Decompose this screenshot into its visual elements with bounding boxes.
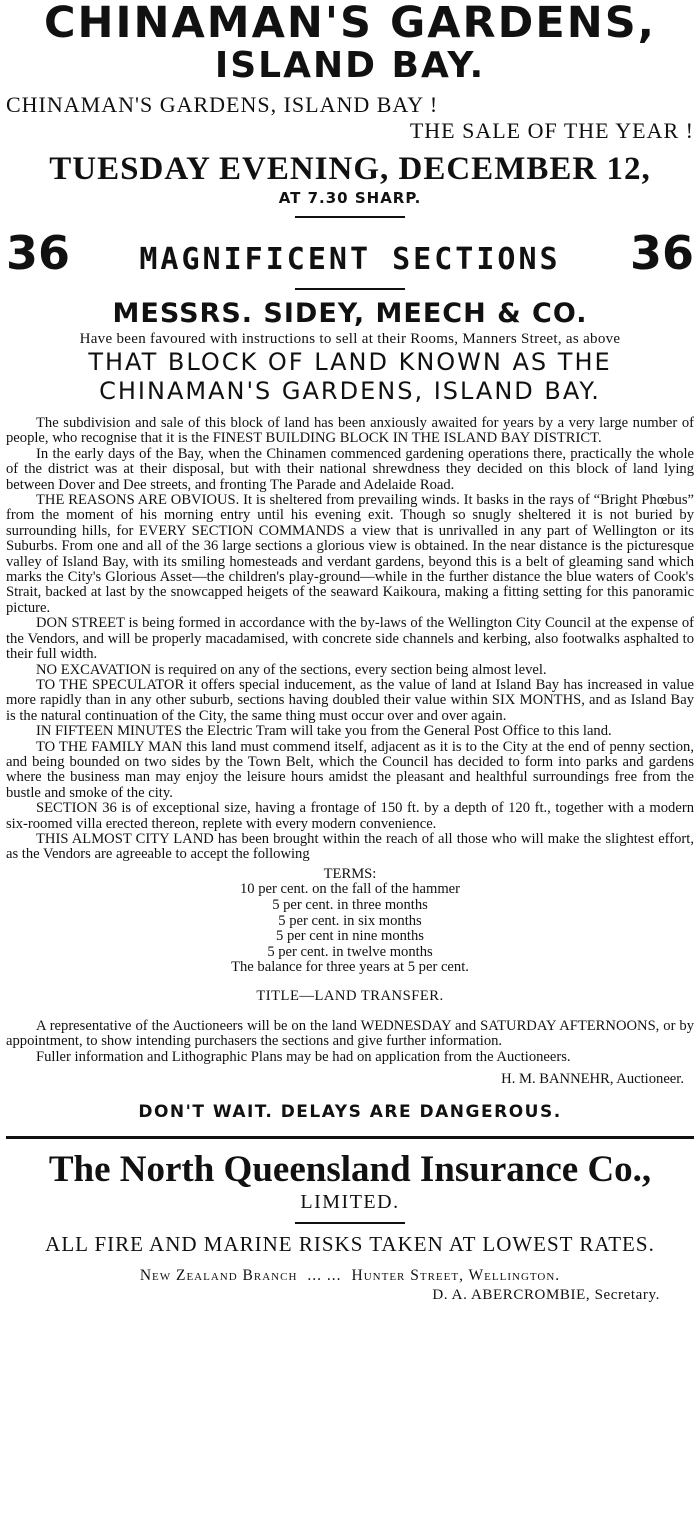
terms-list (6, 867, 694, 976)
warning-line: DON'T WAIT. DELAYS ARE DANGEROUS. (138, 1102, 562, 1123)
body-paragraph: DON STREET is being formed in accordance with the by-laws of the Wellington City Council at the expense of the Vendors, and will be properly macadamised, with concrete side channels and kerbing, also footwalks asphalted to their full width. (6, 615, 694, 663)
instructions-line: Have been favoured with instructions to sell at their Rooms, Manners Street, as above (79, 331, 621, 347)
branch-address: Hunter Street, Wellington. (351, 1267, 561, 1285)
insurance-risks: ALL FIRE AND MARINE RISKS TAKEN AT LOWEST RATES. (45, 1232, 655, 1257)
body-paragraph: THIS ALMOST CITY LAND has been brought within the reach of all those who will make the slightest effort, as the Vendors are agreeable to accept the following (6, 830, 694, 863)
body-paragraph: SECTION 36 is of exceptional size, having a frontage of 150 ft. by a depth of 120 ft., together with a modern six-roomed villa erected thereon, replete with every modern convenience. (6, 800, 694, 832)
terms-line: 10 per cent. on the fall of the hammer (239, 881, 461, 898)
closing-text (6, 1019, 694, 1065)
divider (295, 288, 405, 290)
auctioneer-firm: MESSRS. SIDEY, MEECH & CO. (112, 298, 588, 329)
branch-label: New Zealand Branch (139, 1267, 298, 1285)
terms-line: The balance for three years at 5 per cent. (231, 959, 469, 976)
sections-count-left: 36 (6, 226, 71, 280)
headline-title: CHINAMAN'S GARDENS, (43, 0, 656, 48)
sections-count-right: 36 (629, 226, 694, 280)
divider (295, 216, 405, 218)
closing-paragraph: Fuller information and Lithographic Plans may be had on application from the Auctioneers. (36, 1048, 571, 1065)
branch-dots: ... ... (307, 1267, 342, 1285)
sections-banner (6, 226, 694, 280)
sections-text: MAGNIFICENT SECTIONS (139, 242, 561, 277)
closing-paragraph: A representative of the Auctioneers will be on the land WEDNESDAY and SATURDAY AFTERNOONS, or by appointment, to show intending purchasers the sections and give further information. (6, 1017, 694, 1050)
title-transfer: TITLE—LAND TRANSFER. (256, 987, 444, 1004)
body-paragraph: The subdivision and sale of this block of land has been anxiously awaited for years by a very large number of people, who recognise that it is the FINEST BUILDING BLOCK IN THE ISLAND BAY DISTRICT. (6, 415, 694, 447)
divider (295, 1222, 405, 1224)
sale-time: AT 7.30 SHARP. (278, 189, 422, 207)
subheadline-sale: THE SALE OF THE YEAR ! (409, 118, 694, 143)
body-paragraph: TO THE FAMILY MAN this land must commend itself, adjacent as it is to the City at the end of penny section, and being bounded on two sides by the Town Belt, which the Council has decided to form into parks and gardens where the business man may enjoy the leisure hours amidst the pleasant and healthful surroundings free from the bustle and smoke of the city. (6, 738, 694, 801)
terms-line: 5 per cent in nine months (276, 928, 424, 945)
auctioneer-signature: H. M. BANNEHR, Auctioneer. (501, 1071, 684, 1088)
insurance-limited: LIMITED. (300, 1191, 400, 1214)
branch-line (6, 1267, 694, 1285)
section-divider (6, 1136, 694, 1139)
body-paragraph: IN FIFTEEN MINUTES the Electric Tram will take you from the General Post Office to this land. (36, 723, 612, 740)
sale-date: TUESDAY EVENING, DECEMBER 12, (49, 151, 651, 187)
body-paragraph: THE REASONS ARE OBVIOUS. It is sheltered from prevailing winds. It basks in the rays of “Bright Phœbus” from the moment of his morning entry until his evening exit. Though so snugly sheltered it is not buried by surrounding hills, for EVERY SECTION COMMANDS a view that is unrivalled in any part of Wellington or its Suburbs. From one and all of the 36 large sections a glorious view is obtained. In the near distance is the picturesque valley of Island Bay, with its smiling homesteads and verdant gardens, beyond this is a belt of gleaming sand which marks the City's Glorious Asset—the children's play-ground—while in the further distance the blue waters of Cook's Strait, backed at last by the snowcapped heigets of the seaward Kaikoura, making a fitting setting for this panoramic picture. (6, 492, 694, 616)
body-paragraph: In the early days of the Bay, when the Chinamen commenced gardening operations there, practically the whole of the district was at their disposal, but with their national shrewdness they decided on this block of land lying between Dover and Dee streets, and fronting The Parade and Adelaide Road. (6, 445, 694, 493)
terms-heading: TERMS: (323, 865, 377, 882)
body-paragraph: NO EXCAVATION is required on any of the sections, every section being almost level. (36, 661, 547, 678)
terms-line: 5 per cent. in six months (278, 912, 422, 929)
land-block-line1: THAT BLOCK OF LAND KNOWN AS THE (88, 348, 612, 376)
subheadline-repeat: CHINAMAN'S GARDENS, ISLAND BAY ! (6, 92, 439, 117)
body-paragraph: TO THE SPECULATOR it offers special inducement, as the value of land at Island Bay has increased in value more rapidly than in any other suburb, sections having doubled their value within SIX MONTHS, and as Island Bay is the natural continuation of the City, the same thing must occur over and over again. (6, 676, 694, 724)
land-block-line2: CHINAMAN'S GARDENS, ISLAND BAY. (99, 377, 601, 405)
terms-line: 5 per cent. in three months (272, 896, 428, 913)
insurance-company-name: The North Queensland Insurance Co., (48, 1149, 652, 1191)
terms-line: 5 per cent. in twelve months (267, 943, 433, 960)
secretary-signature: D. A. ABERCROMBIE, Secretary. (432, 1287, 660, 1304)
body-text (6, 416, 694, 863)
headline-location: ISLAND BAY. (214, 45, 486, 86)
